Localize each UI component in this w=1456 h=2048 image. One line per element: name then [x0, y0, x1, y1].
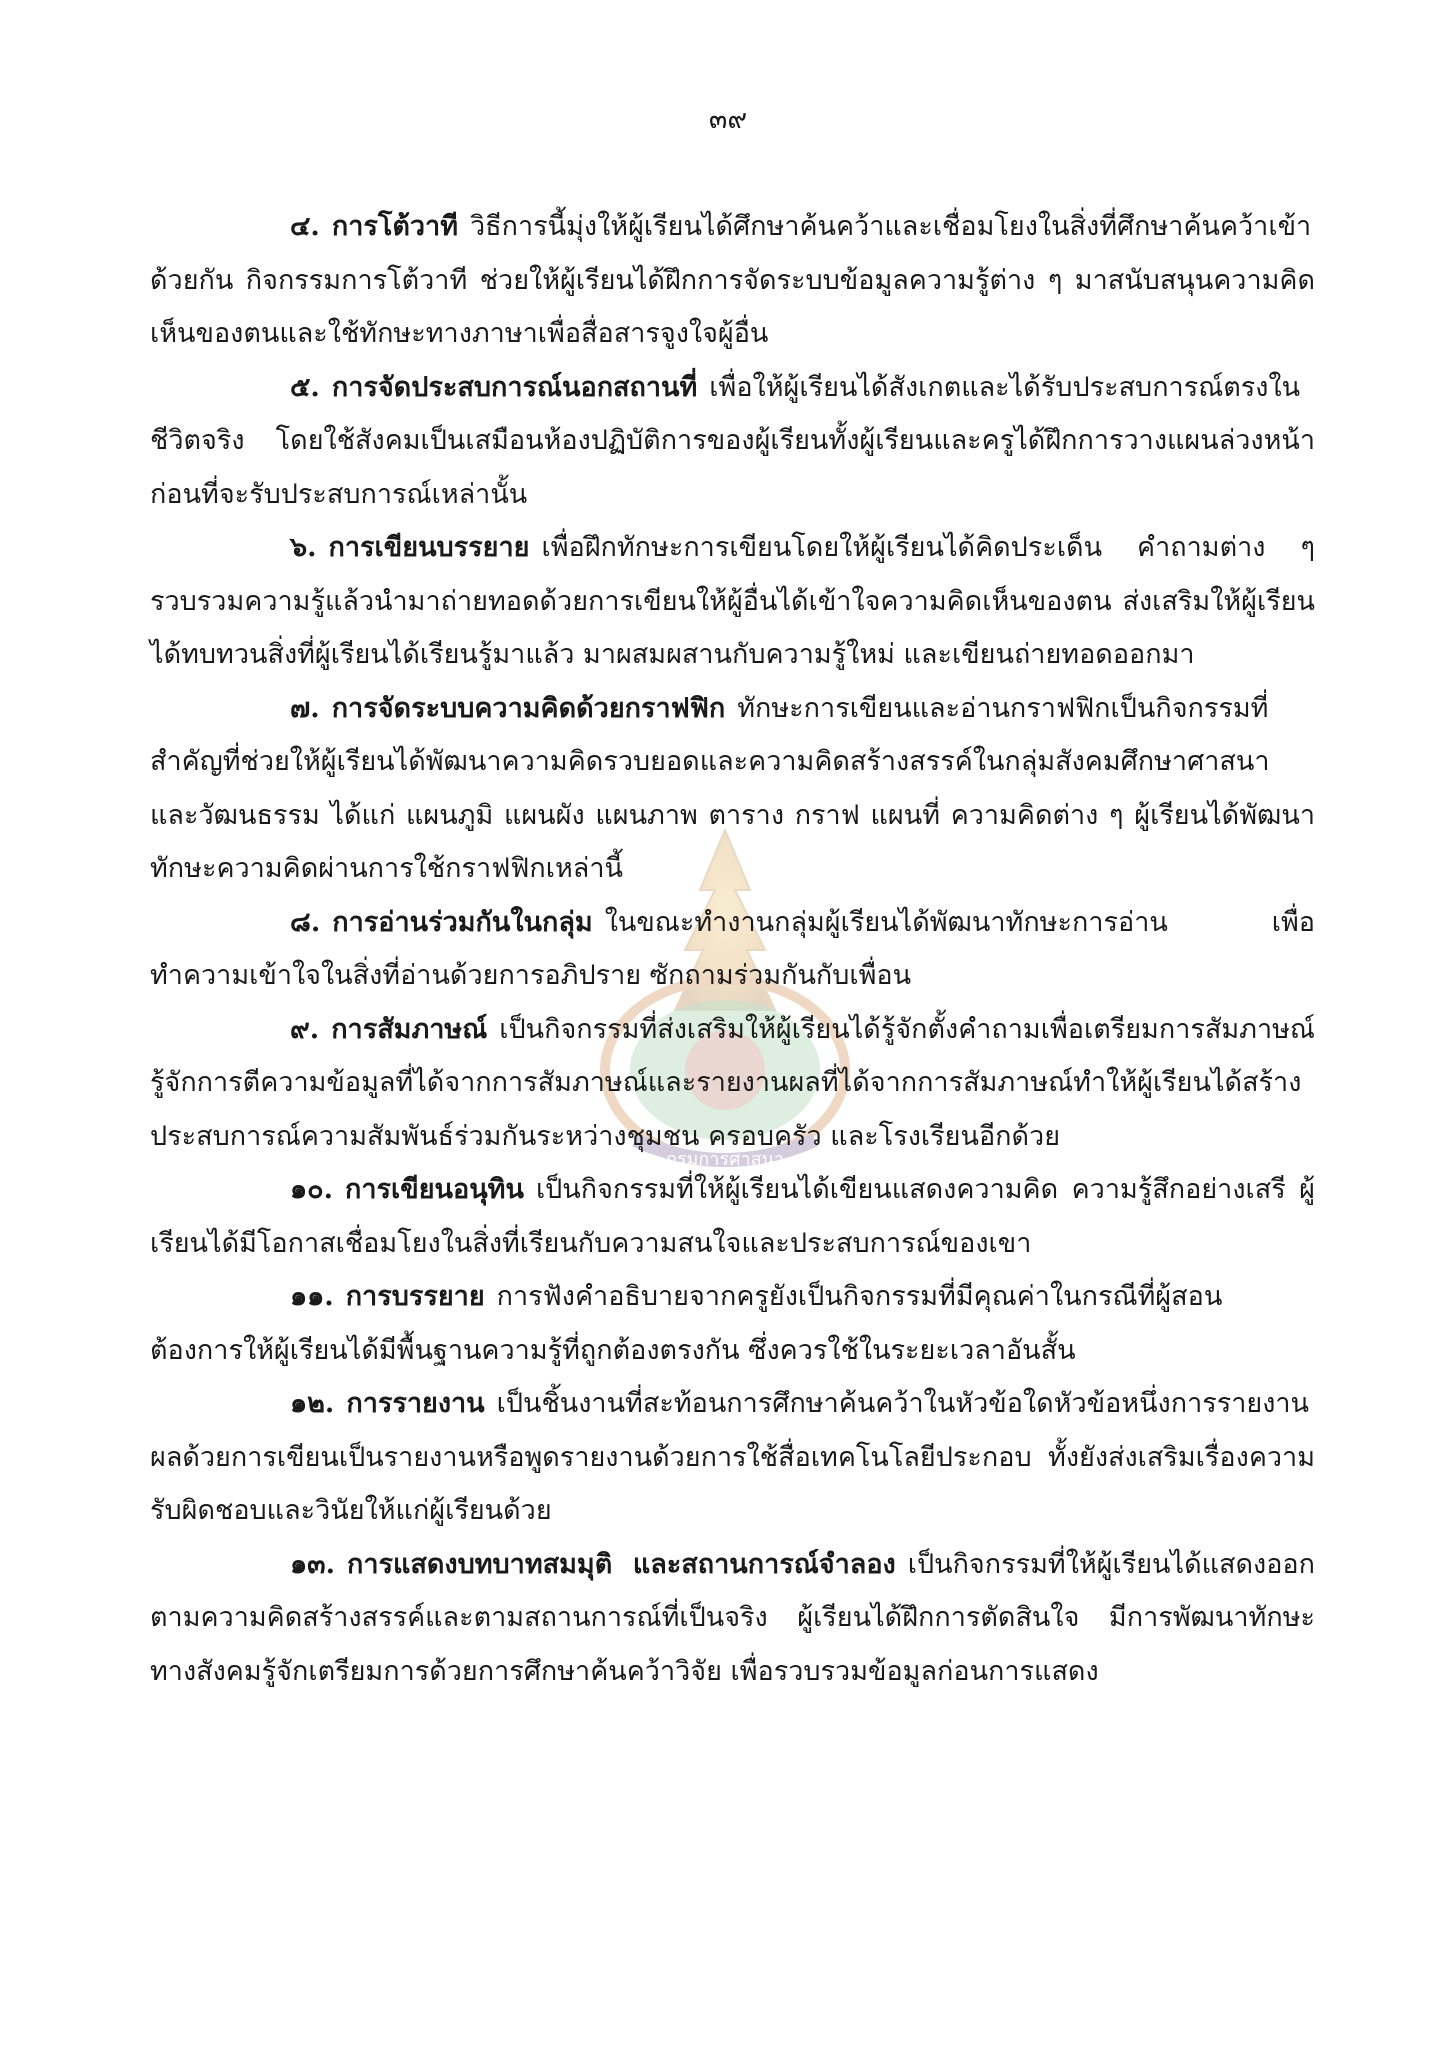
item-9	[150, 1003, 1315, 1164]
item-text: เพื่อฝึกทักษะการเขียนโดยให้ผู้เรียนได้คิดประเด็น คำถามต่าง ๆ รวบรวมความรู้แล้วนำมาถ่ายทอดด้วยการเขียนให้ผู้อื่นได้เข้าใจความคิดเห็นของตน ส่งเสริมให้ผู้เรียนได้ทบทวนสิ่งที่ผู้เรียนได้เรียนรู้มาแล้ว มาผสมผสานกับความรู้ใหม่ และเขียนถ่ายทอดออกมา	[150, 532, 1315, 670]
item-heading: การอ่านร่วมกันในกลุ่ม	[332, 906, 593, 938]
item-number: ๑๒.	[290, 1388, 335, 1419]
item-heading: การเขียนอนุทิน	[345, 1174, 524, 1205]
item-heading: การสัมภาษณ์	[331, 1013, 488, 1045]
item-number: ๑๑.	[290, 1281, 334, 1312]
page-number: ๓๙	[708, 104, 748, 135]
item-10	[150, 1163, 1315, 1270]
item-text: วิธีการนี้มุ่งให้ผู้เรียนได้ศึกษาค้นคว้าและเชื่อมโยงในสิ่งที่ศึกษาค้นคว้าเข้าด้วยกัน กิจกรรมการโต้วาที ช่วยให้ผู้เรียนได้ฝึกการจัดระบบข้อมูลความรู้ต่าง ๆ มาสนับสนุนความคิดเห็นของตนและใช้ทักษะทางภาษาเพื่อสื่อสารจูงใจผู้อื่น	[150, 211, 1315, 349]
item-13	[150, 1538, 1315, 1699]
item-text: ในขณะทำงานกลุ่มผู้เรียนได้พัฒนาทักษะการอ่าน เพื่อทำความเข้าใจในสิ่งที่อ่านด้วยการอภิปราย ซักถามร่วมกันกับเพื่อน	[150, 906, 1315, 991]
item-number: ๖.	[290, 532, 317, 563]
item-heading: การแสดงบทบาทสมมุติ และสถานการณ์จำลอง	[347, 1548, 896, 1580]
item-text: ทักษะการเขียนและอ่านกราฟฟิกเป็นกิจกรรมที่สำคัญที่ช่วยให้ผู้เรียนได้พัฒนาความคิดรวบยอดและความคิดสร้างสรรค์ในกลุ่มสังคมศึกษาศาสนาและวัฒนธรรม ได้แก่ แผนภูมิ แผนผัง แผนภาพ ตาราง กราฟ แผนที่ ความคิดต่าง ๆ ผู้เรียนได้พัฒนาทักษะความคิดผ่านการใช้กราฟฟิกเหล่านี้	[150, 692, 1315, 884]
item-heading: การรายงาน	[346, 1388, 485, 1419]
item-text: เป็นกิจกรรมที่ส่งเสริมให้ผู้เรียนได้รู้จักตั้งคำถามเพื่อเตรียมการสัมภาษณ์ รู้จักการตีความข้อมูลที่ได้จากการสัมภาษณ์และรายงานผลที่ได้จากการสัมภาษณ์ทำให้ผู้เรียนได้สร้างประสบการณ์ความสัมพันธ์ร่วมกันระหว่างชุมชน ครอบครัว และโรงเรียนอีกด้วย	[150, 1013, 1315, 1152]
item-12	[150, 1377, 1315, 1538]
item-number: ๑๓.	[290, 1548, 335, 1580]
item-5	[150, 361, 1315, 522]
item-7	[150, 682, 1315, 896]
item-heading: การเขียนบรรยาย	[328, 532, 530, 563]
item-number: ๔.	[290, 211, 320, 242]
item-text: การฟังคำอธิบายจากครูยังเป็นกิจกรรมที่มีคุณค่าในกรณีที่ผู้สอนต้องการให้ผู้เรียนได้มีพื้นฐานความรู้ที่ถูกต้องตรงกัน ซึ่งควรใช้ในระยะเวลาอันสั้น	[150, 1281, 1223, 1366]
item-heading: การบรรยาย	[345, 1281, 485, 1312]
item-text: เพื่อให้ผู้เรียนได้สังเกตและได้รับประสบการณ์ตรงในชีวิตจริง โดยใช้สังคมเป็นเสมือนห้องปฏิบัติการของผู้เรียนทั้งผู้เรียนและครูได้ฝึกการวางแผนล่วงหน้าก่อนที่จะรับประสบการณ์เหล่านั้น	[150, 371, 1315, 510]
item-heading: การจัดระบบความคิดด้วยกราฟฟิก	[331, 692, 726, 724]
item-text: เป็นกิจกรรมที่ให้ผู้เรียนได้แสดงออกตามความคิดสร้างสรรค์และตามสถานการณ์ที่เป็นจริง ผู้เรียนได้ฝึกการตัดสินใจ มีการพัฒนาทักษะทางสังคมรู้จักเตรียมการด้วยการศึกษาค้นคว้าวิจัย เพื่อรวบรวมข้อมูลก่อนการแสดง	[150, 1548, 1315, 1687]
item-number: ๕.	[290, 371, 320, 403]
item-text: เป็นชิ้นงานที่สะท้อนการศึกษาค้นคว้าในหัวข้อใดหัวข้อหนึ่งการรายงานผลด้วยการเขียนเป็นรายงานหรือพูดรายงานด้วยการใช้สื่อเทคโนโลยีประกอบ ทั้งยังส่งเสริมเรื่องความรับผิดชอบและวินัยให้แก่ผู้เรียนด้วย	[150, 1388, 1315, 1526]
item-6	[150, 521, 1315, 682]
item-4	[150, 200, 1315, 361]
document-body	[150, 200, 1315, 1698]
item-number: ๙.	[290, 1013, 320, 1045]
item-number: ๘.	[290, 906, 321, 938]
watermark-text: กรมการศาสนา	[665, 1149, 785, 1170]
item-heading: การจัดประสบการณ์นอกสถานที่	[331, 371, 698, 403]
item-8	[150, 896, 1315, 1003]
item-number: ๑๐.	[290, 1174, 334, 1205]
item-11	[150, 1270, 1315, 1377]
item-number: ๗.	[290, 692, 320, 724]
item-heading: การโต้วาที	[331, 211, 459, 242]
item-text: เป็นกิจกรรมที่ให้ผู้เรียนได้เขียนแสดงความคิด ความรู้สึกอย่างเสรี ผู้เรียนได้มีโอกาสเชื่อมโยงในสิ่งที่เรียนกับความสนใจและประสบการณ์ของเขา	[150, 1174, 1315, 1259]
